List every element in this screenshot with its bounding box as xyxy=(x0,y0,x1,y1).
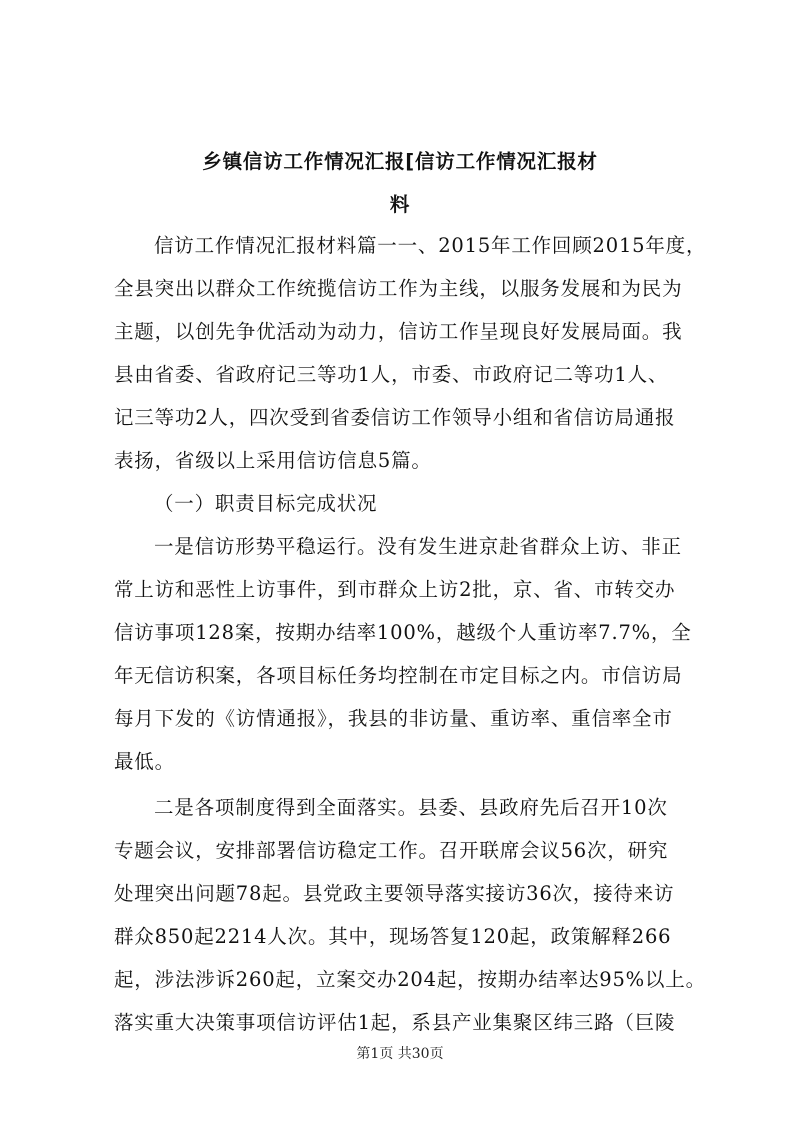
document-title xyxy=(0,140,800,226)
text-line: 主题，以创先争优活动为动力，信访工作呈现良好发展局面。我 xyxy=(114,320,683,343)
text-line: 专题会议，安排部署信访稳定工作。召开联席会议56次，研究 xyxy=(114,839,669,862)
text-line: （一）职责目标完成状况 xyxy=(154,492,378,515)
text-line: 常上访和恶性上访事件，到市群众上访2批，京、省、市转交办 xyxy=(114,578,676,601)
text-line: 落实重大决策事项信访评估1起，系县产业集聚区纬三路（巨陵 xyxy=(114,1011,676,1034)
text-line: 二是各项制度得到全面落实。县委、县政府先后召开10次 xyxy=(154,796,668,819)
text-line: 信访事项128案，按期办结率100%，越级个人重访率7.7%，全 xyxy=(114,621,692,644)
text-line: 每月下发的《访情通报》，我县的非访量、重访率、重信率全市 xyxy=(114,707,673,730)
text-line: 县由省委、省政府记三等功1人，市委、市政府记二等功1人、 xyxy=(114,363,669,386)
text-line: 群众850起2214人次。其中，现场答复120起，政策解释266 xyxy=(114,925,672,948)
text-line: 信访工作情况汇报材料篇一一、2015年工作回顾2015年度， xyxy=(154,234,707,257)
title-line: 料 xyxy=(389,193,411,216)
text-line: 一是信访形势平稳运行。没有发生进京赴省群众上访、非正 xyxy=(154,535,682,558)
paragraph-intro xyxy=(114,224,707,482)
text-line: 起，涉法涉诉260起，立案交办204起，按期办结率达95%以上。 xyxy=(114,968,706,991)
paragraph-systems xyxy=(114,786,706,1044)
paragraph-situation xyxy=(114,525,702,783)
text-line: 记三等功2人，四次受到省委信访工作领导小组和省信访局通报 xyxy=(114,406,676,429)
text-line: 表扬，省级以上采用信访信息5篇。 xyxy=(114,449,432,472)
text-line: 处理突出问题78起。县党政主要领导落实接访36次，接待来访 xyxy=(114,882,675,905)
title-line: 乡镇信访工作情况汇报[信访工作情况汇报材 xyxy=(202,150,598,173)
section-heading xyxy=(114,482,702,525)
document-body xyxy=(114,224,707,1044)
text-line: 年无信访积案，各项目标任务均控制在市定目标之内。市信访局 xyxy=(114,664,683,687)
text-line: 最低。 xyxy=(114,750,175,773)
text-line: 全县突出以群众工作统揽信访工作为主线，以服务发展和为民为 xyxy=(114,277,683,300)
page-number-footer: 第1页 共30页 xyxy=(356,1046,444,1062)
